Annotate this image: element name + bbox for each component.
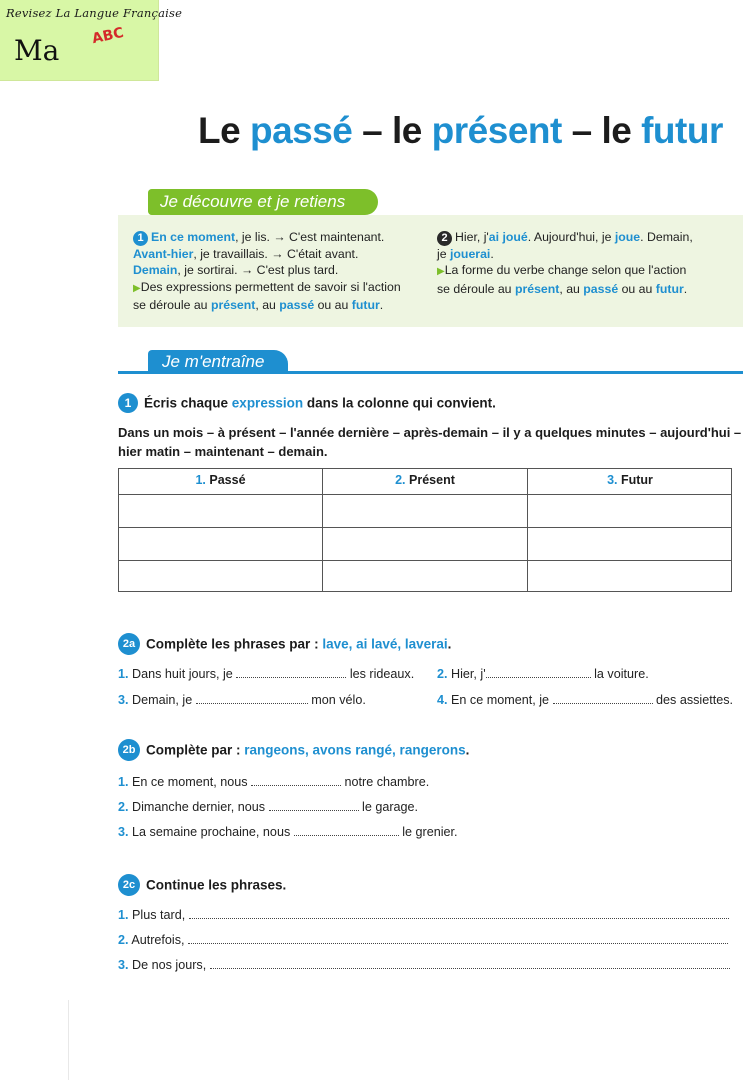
column-header-passe	[119, 473, 322, 487]
exercise-2b-sentence-1	[118, 775, 429, 789]
instruction-text: .	[447, 636, 452, 652]
highlight-word: futur	[351, 297, 380, 312]
lesson-number-badge: 2	[437, 231, 452, 246]
lesson-text: se déroule au	[133, 297, 211, 312]
lesson-right-line-2	[437, 246, 693, 262]
sentence-text: le garage.	[358, 800, 419, 814]
practice-heading: Je m'entraîne	[162, 352, 265, 371]
table-divider	[322, 469, 323, 591]
sentence-text: Hier, j'	[447, 667, 486, 681]
sentence-text: Dans huit jours, je	[128, 667, 237, 681]
exercise-2c-sentence-3	[118, 958, 730, 972]
blank-fill-line[interactable]	[553, 693, 653, 704]
instruction-text: Complète les phrases par :	[146, 636, 323, 652]
lesson-left-line-3	[133, 262, 401, 278]
column-label: Présent	[405, 473, 455, 487]
blank-fill-line[interactable]	[188, 933, 728, 944]
scan-edge-line	[68, 1000, 69, 1080]
lesson-text: La forme du verbe change selon que l'action	[444, 263, 687, 278]
sentence-number: 4.	[437, 693, 448, 707]
lesson-right-line-3	[437, 262, 693, 280]
instruction-text: .	[465, 742, 470, 758]
lesson-text: .	[490, 247, 494, 261]
lesson-text: . Aujourd'hui, je	[527, 230, 615, 244]
lesson-text: . Demain,	[640, 230, 693, 244]
exercise-2a-instruction	[118, 633, 451, 655]
sentence-number: 2.	[437, 667, 448, 681]
lesson-heading: Je découvre et je retiens	[160, 192, 346, 211]
lesson-left-line-4	[133, 279, 401, 297]
sentence-text: la voiture.	[590, 667, 649, 681]
exercise-2c-sentence-1	[118, 908, 729, 922]
lesson-text: .	[379, 297, 384, 312]
triangle-bullet-icon: ▶	[437, 266, 445, 278]
table-divider	[527, 469, 528, 591]
exercise-2a-sentence-2	[437, 667, 649, 681]
lesson-right-column	[437, 229, 693, 297]
blank-fill-line[interactable]	[269, 800, 359, 811]
lesson-text: se déroule au	[437, 281, 515, 296]
column-header-present	[323, 473, 527, 487]
instruction-text: Écris chaque	[144, 395, 232, 411]
exercise-2a-sentence-4	[437, 693, 733, 707]
triangle-bullet-icon: ▶	[133, 282, 141, 294]
sentence-text: La semaine prochaine, nous	[128, 825, 294, 839]
lesson-number-badge: 1	[133, 231, 148, 246]
highlight-word: présent	[514, 281, 560, 296]
sentence-text: des assiettes.	[652, 693, 734, 707]
sentence-text: Dimanche dernier, nous	[128, 800, 269, 814]
title-present: présent	[431, 110, 562, 151]
blank-fill-line[interactable]	[486, 667, 591, 678]
exercise-1-word-list: Dans un mois – à présent – l'année dernière – après-demain – il y a quelques minutes – aujourd'hui – hier matin – maintenant – demain.	[118, 425, 742, 459]
exercise-2b-sentence-2	[118, 800, 418, 814]
sentence-number: 3.	[118, 958, 129, 972]
logo-ma-text: Ma	[14, 34, 60, 67]
exercise-number-badge: 2c	[118, 874, 140, 896]
exercise-2b-sentence-3	[118, 825, 458, 839]
highlight-verb: joue	[614, 230, 641, 244]
exercise-2b-instruction	[118, 739, 469, 761]
lesson-left-line-1	[133, 229, 401, 246]
sentence-number: 1.	[118, 908, 129, 922]
lesson-text: Des expressions permettent de savoir si l'action	[140, 279, 401, 294]
column-label: Futur	[617, 473, 653, 487]
page-title	[198, 110, 723, 152]
instruction-text: Complète par :	[146, 742, 245, 758]
highlight-word: futur	[655, 281, 684, 296]
lesson-text: Hier, j'	[455, 230, 489, 244]
highlight-word: passé	[279, 297, 315, 312]
highlight-word: passé	[583, 281, 619, 296]
highlight-expression: Demain	[133, 263, 178, 278]
sentence-number: 1.	[118, 775, 129, 789]
site-logo	[0, 0, 183, 81]
sentence-text: le grenier.	[398, 825, 458, 839]
instruction-text: Continue les phrases.	[146, 877, 287, 893]
sentence-number: 1.	[118, 667, 129, 681]
lesson-text: ou au	[314, 297, 352, 312]
exercise-2a-sentence-3	[118, 693, 366, 707]
table-divider	[119, 527, 731, 528]
sentence-text: En ce moment, nous	[128, 775, 252, 789]
lesson-text: , au	[255, 297, 280, 312]
instruction-text: dans la colonne qui convient.	[303, 395, 496, 411]
instruction-highlight: expression	[231, 395, 304, 411]
sentence-text: Plus tard,	[128, 908, 189, 922]
lesson-right-line-1	[437, 229, 693, 246]
lesson-text: , au	[559, 281, 584, 296]
sentence-text: Demain, je	[128, 693, 196, 707]
lesson-text: , je travaillais. → C'était avant.	[193, 247, 359, 261]
highlight-expression: Avant-hier	[133, 247, 194, 261]
table-divider	[119, 560, 731, 561]
column-header-futur	[528, 473, 732, 487]
title-le-1: Le	[198, 110, 250, 151]
column-number: 3.	[607, 473, 618, 487]
sentence-text: De nos jours,	[128, 958, 210, 972]
highlight-word: présent	[210, 297, 256, 312]
exercise-1-instruction	[118, 393, 496, 413]
table-divider	[119, 494, 731, 495]
highlight-expression: En ce moment	[151, 230, 236, 244]
blank-fill-line[interactable]	[294, 825, 399, 836]
blank-fill-line[interactable]	[196, 693, 308, 704]
exercise-number-badge: 2a	[118, 633, 140, 655]
lesson-left-line-5	[133, 297, 401, 313]
sentence-number: 2.	[118, 800, 129, 814]
instruction-highlight: lave, ai lavé, laverai	[322, 636, 448, 652]
column-number: 2.	[395, 473, 406, 487]
lesson-text: je	[437, 247, 450, 261]
title-sep-2: – le	[561, 110, 642, 151]
logo-abc-text: ABC	[90, 24, 126, 48]
exercise-2c-instruction	[118, 874, 286, 896]
blank-fill-line[interactable]	[189, 908, 729, 919]
blank-fill-line[interactable]	[251, 775, 341, 786]
exercise-number-badge: 1	[118, 393, 138, 413]
sentence-text: En ce moment, je	[447, 693, 553, 707]
lesson-left-column	[133, 229, 401, 313]
sentence-number: 3.	[118, 825, 129, 839]
highlight-verb: jouerai	[450, 247, 491, 261]
sentence-text: mon vélo.	[307, 693, 366, 707]
exercise-2a-sentence-1	[118, 667, 414, 681]
exercise-2c-sentence-2	[118, 933, 728, 947]
lesson-text: .	[683, 281, 688, 296]
lesson-left-line-2	[133, 246, 401, 262]
sentence-number: 3.	[118, 693, 129, 707]
lesson-right-line-4	[437, 281, 693, 297]
column-label: Passé	[205, 473, 246, 487]
column-number: 1.	[195, 473, 206, 487]
lesson-text: , je sortirai. → C'est plus tard.	[177, 263, 339, 278]
sentence-text: Autrefois,	[128, 933, 189, 947]
classification-table	[118, 468, 732, 592]
title-passe: passé	[249, 110, 353, 151]
sentence-text: les rideaux.	[346, 667, 415, 681]
exercise-number-badge: 2b	[118, 739, 140, 761]
blank-fill-line[interactable]	[210, 958, 730, 969]
title-sep-1: – le	[352, 110, 432, 151]
lesson-text: , je lis. → C'est maintenant.	[235, 230, 385, 244]
highlight-verb: ai joué	[488, 230, 528, 244]
title-futur: futur	[641, 110, 723, 151]
sentence-text: notre chambre.	[341, 775, 430, 789]
logo-tagline: Revisez La Langue Française	[6, 6, 183, 20]
blank-fill-line[interactable]	[236, 667, 346, 678]
lesson-text: ou au	[618, 281, 656, 296]
instruction-highlight: rangeons, avons rangé, rangerons	[244, 742, 466, 758]
sentence-number: 2.	[118, 933, 129, 947]
